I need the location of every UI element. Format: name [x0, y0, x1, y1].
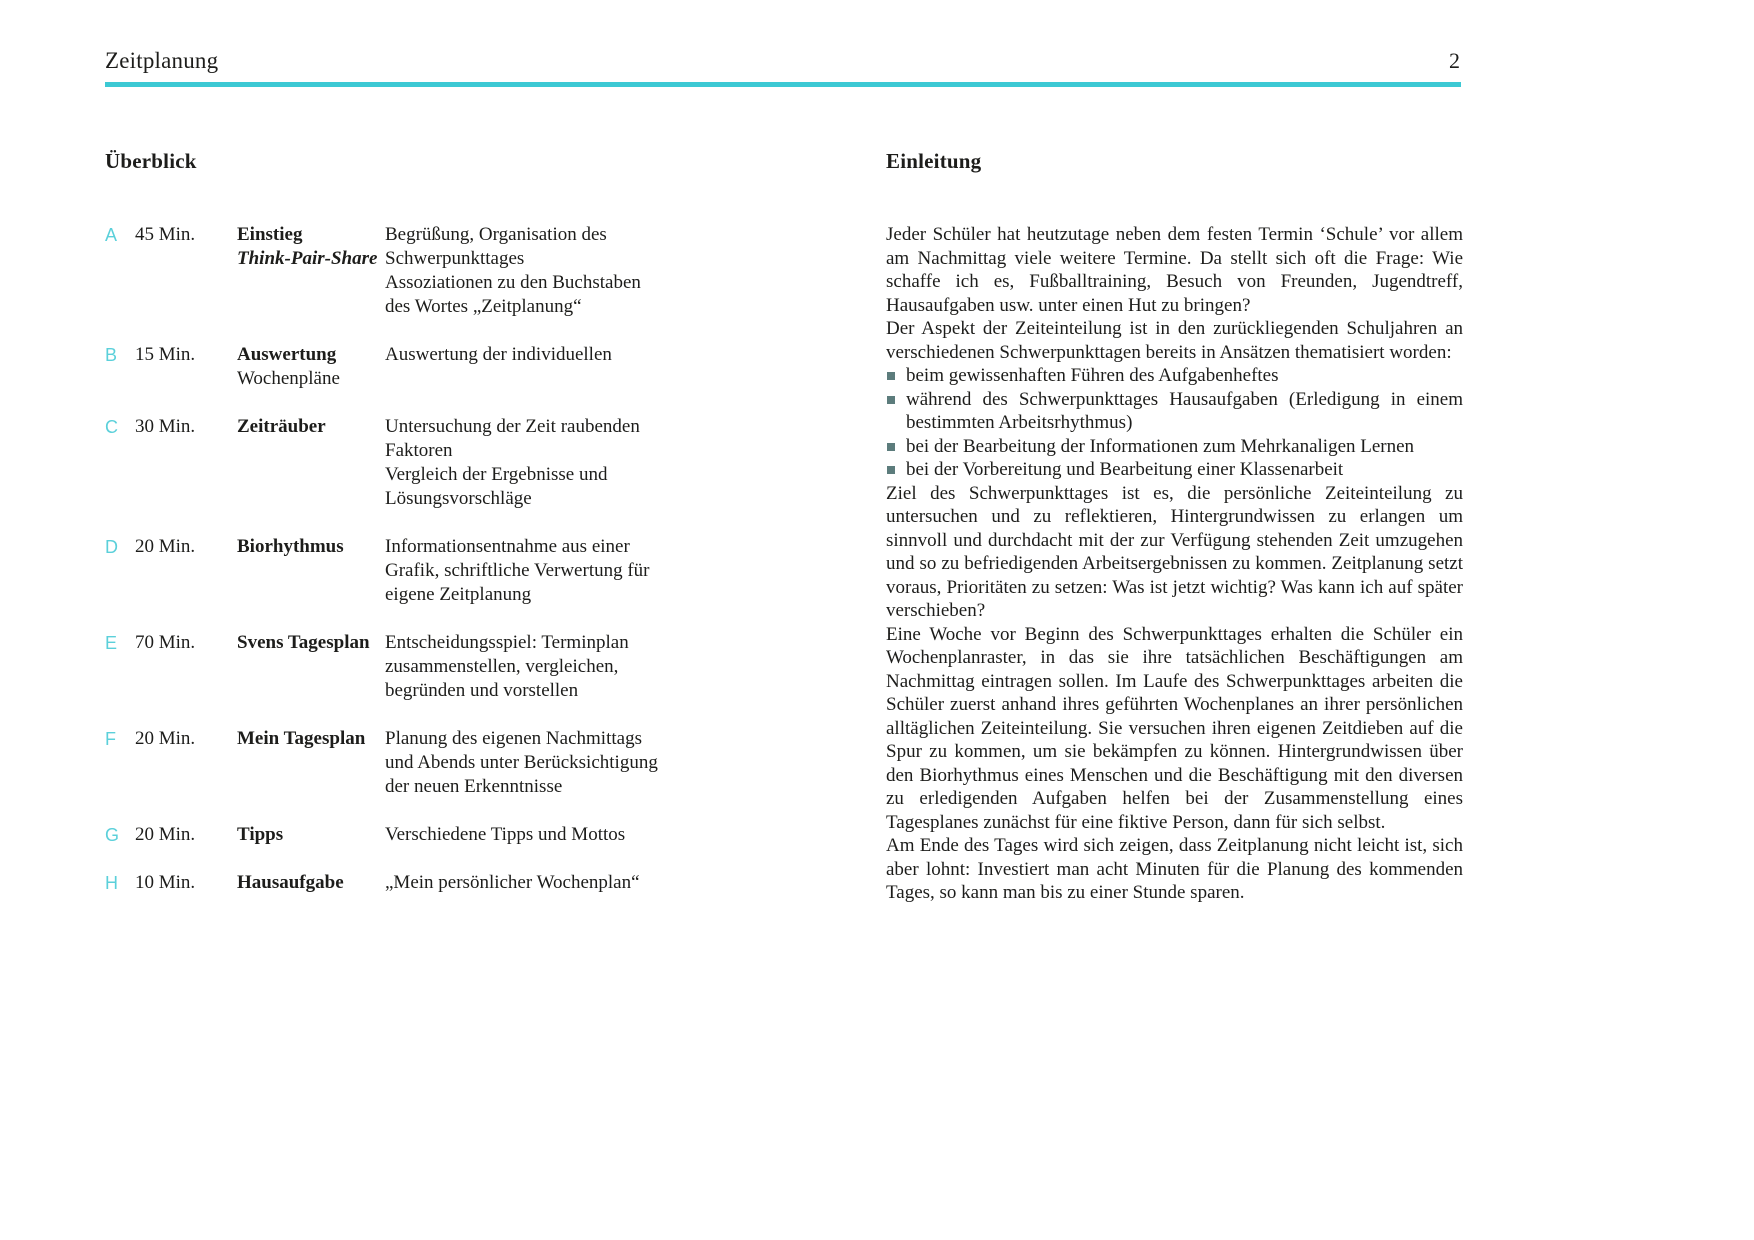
row-title — [237, 223, 385, 271]
row-description-line: Faktoren — [385, 440, 453, 461]
row-title — [237, 871, 385, 895]
row-title-line: Mein Tagesplan — [237, 728, 366, 749]
row-description-line: Vergleich der Ergebnisse und — [385, 464, 608, 485]
row-description-line: „Mein persönlicher Wochenplan“ — [385, 872, 640, 893]
row-title — [237, 535, 385, 559]
row-description — [385, 871, 785, 895]
row-description-line: zusammenstellen, vergleichen, — [385, 656, 619, 677]
overview-row — [105, 871, 785, 895]
square-bullet-icon — [887, 396, 895, 404]
row-description-line: Lösungsvorschläge — [385, 488, 532, 509]
row-description-line: und Abends unter Berücksichtigung — [385, 752, 658, 773]
row-description-line: Grafik, schriftliche Verwertung für — [385, 560, 650, 581]
row-description — [385, 823, 785, 847]
row-letter: B — [105, 345, 118, 365]
row-description-line: Begrüßung, Organisation des — [385, 224, 607, 245]
row-duration: 70 Min. — [135, 632, 196, 653]
row-duration: 30 Min. — [135, 416, 196, 437]
row-title — [237, 343, 385, 391]
overview-row — [105, 223, 785, 319]
bullet-item — [886, 458, 1463, 482]
row-description-line: Planung des eigenen Nachmittags — [385, 728, 642, 749]
row-duration: 15 Min. — [135, 344, 196, 365]
row-title-line: Wochenpläne — [237, 368, 340, 389]
row-letter: G — [105, 825, 120, 845]
square-bullet-icon — [887, 466, 895, 474]
intro-paragraph: Eine Woche vor Beginn des Schwerpunkttages erhalten die Schüler ein Wochenplanraster, in das sie ihre tatsächlichen Beschäftigungen am Nachmittag eintragen sollen. Im Laufe des Schwerpunkttages arbeiten die Schüler zuerst anhand ihres geführten Wochenplanes an ihrer persönlichen alltäglichen Zeiteinteilung. Sie versuchen ihren eigenen Zeitdieben auf die Spur zu kommen, um sie bekämpfen zu können. Hintergrundwissen über den Biorhythmus eines Menschen und die Beschäftigung mit den diversen zu erledigenden Aufgaben helfen bei der Zusammenstellung eines Tagesplanes zunächst für eine fiktive Person, dann für sich selbst. — [886, 623, 1463, 833]
overview-row — [105, 727, 785, 799]
row-title-line: Svens Tagesplan — [237, 632, 370, 653]
row-description-line: Assoziationen zu den Buchstaben — [385, 272, 641, 293]
row-description — [385, 343, 785, 367]
bullet-text: bei der Bearbeitung der Informationen zum Mehrkanaligen Lernen — [906, 435, 1415, 457]
intro-paragraph: Ziel des Schwerpunkttages ist es, die persönliche Zeiteinteilung zu untersuchen und zu reflektieren, Hintergrundwissen zu erlangen um sinnvoll und durchdacht mit der zur Verfügung stehenden Zeit umzugehen und so zu befriedigenden Arbeitsergebnissen zu kommen. Zeitplanung setzt voraus, Prioritäten zu setzen: Was ist jetzt wichtig? Was kann ich auf später verschieben? — [886, 482, 1463, 621]
row-letter: A — [105, 225, 118, 245]
row-description-line: begründen und vorstellen — [385, 680, 579, 701]
row-title-line: Auswertung — [237, 344, 337, 365]
bullet-item — [886, 435, 1463, 459]
intro-paragraph: Jeder Schüler hat heutzutage neben dem festen Termin ‘Schule’ vor allem am Nachmittag viele weitere Termine. Da stellt sich oft die Frage: Wie schaffe ich es, Fußballtraining, Besuch von Freunden, Jugendtreff, Hausaufgaben usw. unter einen Hut zu bringen? — [886, 224, 1463, 316]
row-description-line: Schwerpunkttages — [385, 248, 525, 269]
row-title-line: Einstieg — [237, 224, 303, 245]
row-description-line: Informationsentnahme aus einer — [385, 536, 630, 557]
row-duration: 20 Min. — [135, 824, 196, 845]
intro-body — [886, 223, 1463, 905]
row-title — [237, 823, 385, 847]
overview-row — [105, 535, 785, 607]
row-description — [385, 223, 785, 319]
bullet-list — [886, 364, 1463, 482]
intro-heading: Einleitung — [886, 149, 982, 173]
square-bullet-icon — [887, 443, 895, 451]
overview-table — [105, 223, 785, 919]
row-description-line: der neuen Erkenntnisse — [385, 776, 563, 797]
row-description-line: Auswertung der individuellen — [385, 344, 612, 365]
row-duration: 20 Min. — [135, 536, 196, 557]
page-title: Zeitplanung — [105, 48, 219, 73]
row-description — [385, 727, 785, 799]
row-description — [385, 535, 785, 607]
row-title — [237, 727, 385, 751]
row-duration: 10 Min. — [135, 872, 196, 893]
square-bullet-icon — [887, 372, 895, 380]
bullet-item — [886, 364, 1463, 388]
row-title-line: Biorhythmus — [237, 536, 344, 557]
row-letter: D — [105, 537, 118, 557]
intro-paragraph: Der Aspekt der Zeiteinteilung ist in den zurückliegenden Schuljahren an verschiedenen Schwerpunkttagen bereits in Ansätzen thematisiert worden: — [886, 318, 1463, 363]
bullet-text: während des Schwerpunkttages Hausaufgaben (Erledigung in einem bestimmten Arbeitsrhythmus) — [906, 388, 1463, 433]
bullet-text: bei der Vorbereitung und Bearbeitung einer Klassenarbeit — [906, 459, 1344, 480]
row-title-line: Zeiträuber — [237, 416, 326, 437]
row-letter: H — [105, 873, 118, 893]
row-title-line: Hausaufgabe — [237, 872, 344, 893]
row-description-line: Untersuchung der Zeit raubenden — [385, 416, 640, 437]
row-title — [237, 415, 385, 439]
row-description-line: eigene Zeitplanung — [385, 584, 532, 605]
header-rule — [105, 82, 1461, 87]
row-description — [385, 631, 785, 703]
intro-paragraph: Am Ende des Tages wird sich zeigen, dass Zeitplanung nicht leicht ist, sich aber lohnt: Investiert man acht Minuten für die Planung des kommenden Tages, so kann man bis zu einer Stunde sparen. — [886, 835, 1463, 903]
row-duration: 45 Min. — [135, 224, 196, 245]
bullet-text: beim gewissenhaften Führen des Aufgabenheftes — [906, 365, 1279, 386]
row-duration: 20 Min. — [135, 728, 196, 749]
row-letter: E — [105, 633, 118, 653]
overview-row — [105, 343, 785, 391]
row-title-line: Tipps — [237, 824, 284, 845]
overview-row — [105, 631, 785, 703]
row-description-line: Verschiedene Tipps und Mottos — [385, 824, 626, 845]
row-letter: C — [105, 417, 118, 437]
row-title — [237, 631, 385, 655]
row-letter: F — [105, 729, 116, 749]
row-title-line: Think-Pair-Share — [237, 248, 378, 269]
row-description-line: des Wortes „Zeitplanung“ — [385, 296, 582, 317]
overview-heading: Überblick — [105, 149, 197, 173]
overview-row — [105, 823, 785, 847]
page-number: 2 — [1449, 48, 1460, 73]
row-description-line: Entscheidungsspiel: Terminplan — [385, 632, 629, 653]
bullet-item — [886, 388, 1463, 435]
row-description — [385, 415, 785, 511]
overview-row — [105, 415, 785, 511]
